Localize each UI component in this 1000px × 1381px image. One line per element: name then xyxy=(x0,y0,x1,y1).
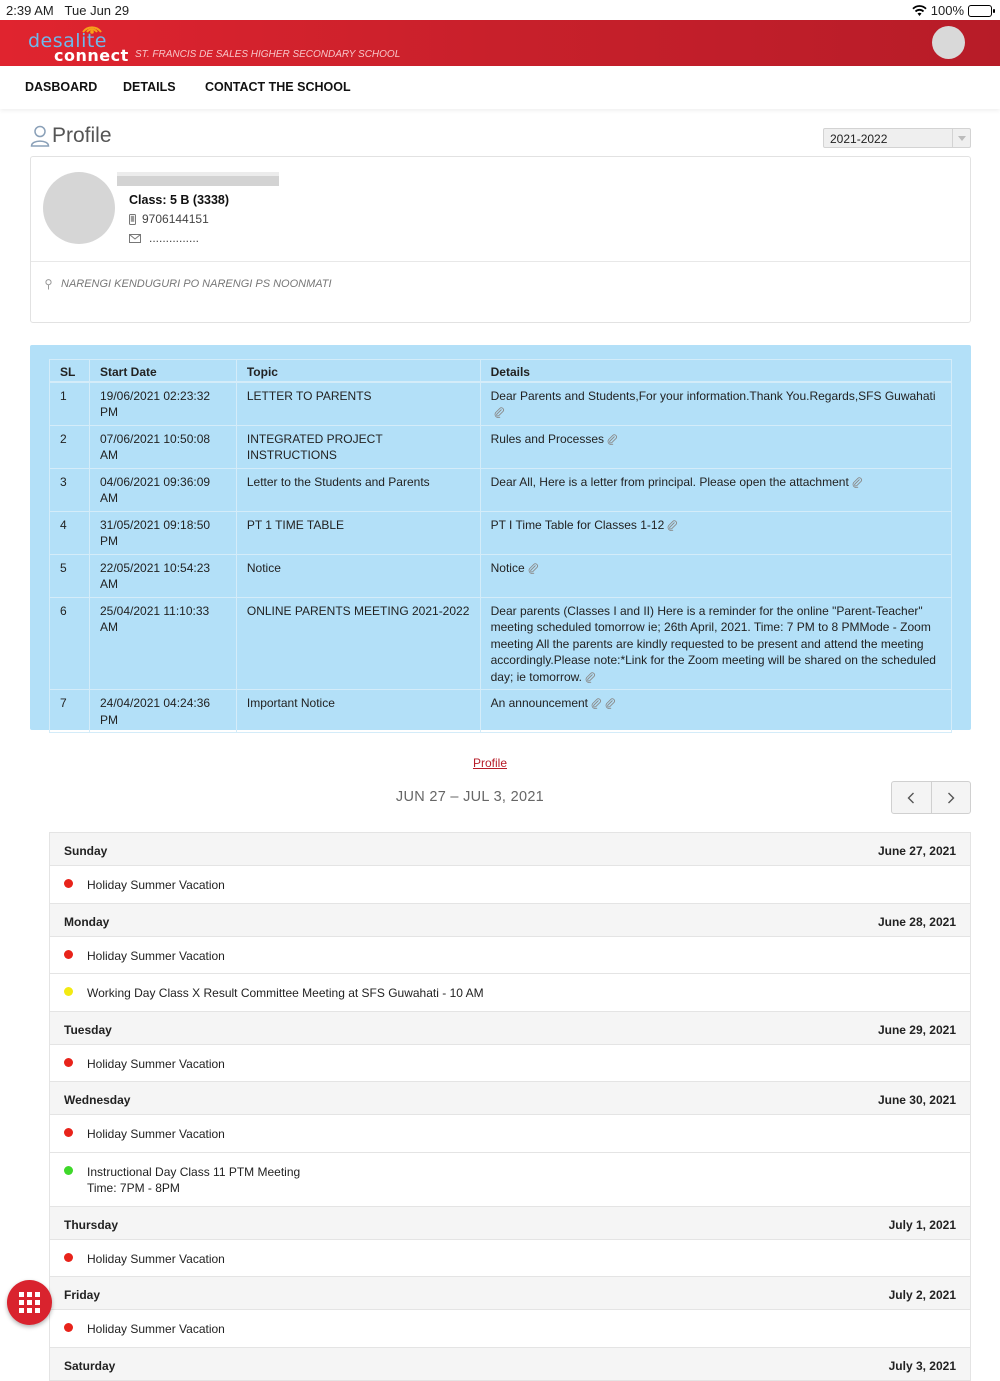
agenda-list xyxy=(49,832,971,1381)
top-nav xyxy=(0,66,1000,109)
prev-week-button[interactable] xyxy=(892,782,931,813)
app-menu-button[interactable] xyxy=(7,1280,52,1325)
day-name: Friday xyxy=(64,1288,101,1302)
row-details: Dear parents (Classes I and II) Here is a reminder for the online "Parent-Teacher" meeting scheduled tomorrow ie; 26th April, 2021. Time: 7 PM to 8 PMMode - Zoom meeting All the parents are kindly requested to be present and attend the meeting accordingly.Please note:*Link for the Zoom meeting will be shared on the scheduled day; ie tomorrow. xyxy=(490,603,936,684)
agenda-day-header xyxy=(49,1012,971,1045)
row-topic: Important Notice xyxy=(236,690,480,733)
row-start-date: 07/06/2021 10:50:08 AM xyxy=(89,425,236,468)
row-start-date: 22/05/2021 10:54:23 AM xyxy=(89,554,236,597)
status-bar xyxy=(0,0,1000,20)
agenda-day-header xyxy=(49,1082,971,1115)
row-details: Notice xyxy=(490,560,525,575)
row-sl: 5 xyxy=(50,554,90,597)
agenda-event[interactable] xyxy=(49,866,971,904)
row-sl: 1 xyxy=(50,382,90,426)
day-name: Thursday xyxy=(64,1217,119,1232)
logo-text-top: desalite xyxy=(28,30,107,52)
paperclip-icon[interactable] xyxy=(591,698,602,709)
event-title: Holiday Summer Vacation xyxy=(87,1056,225,1071)
notices-panel xyxy=(30,345,971,730)
event-dot-icon xyxy=(64,1323,73,1332)
student-phone: 9706144151 xyxy=(142,212,209,226)
day-date: June 28, 2021 xyxy=(877,914,956,929)
agenda-event[interactable] xyxy=(49,1045,971,1083)
status-time: 2:39 AM xyxy=(6,3,54,18)
row-details: PT I Time Table for Classes 1-12 xyxy=(490,517,665,532)
table-row xyxy=(50,425,952,468)
table-row xyxy=(50,554,952,597)
row-topic: ONLINE PARENTS MEETING 2021-2022 xyxy=(236,597,480,690)
table-header-row xyxy=(50,360,952,382)
event-title: Working Day Class X Result Committee Meeting at SFS Guwahati - 10 AM xyxy=(87,986,484,1000)
agenda-day-header xyxy=(49,833,971,866)
agenda-event[interactable] xyxy=(49,1115,971,1153)
column-header: SL xyxy=(50,360,90,382)
column-header: Topic xyxy=(236,360,480,382)
row-topic: PT 1 TIME TABLE xyxy=(236,511,480,554)
row-topic: LETTER TO PARENTS xyxy=(236,382,480,426)
student-photo xyxy=(43,172,115,244)
student-class: Class: 5 B (3338) xyxy=(129,193,230,207)
user-avatar[interactable] xyxy=(932,26,965,59)
event-dot-icon xyxy=(64,950,73,959)
day-date: July 3, 2021 xyxy=(888,1358,956,1373)
next-week-button[interactable] xyxy=(931,782,970,813)
event-title: Holiday Summer Vacation xyxy=(87,948,225,963)
event-time: Time: 7PM - 8PM xyxy=(87,1181,180,1195)
day-date: July 1, 2021 xyxy=(888,1217,956,1232)
profile-link[interactable]: Profile xyxy=(472,756,507,770)
day-date: June 30, 2021 xyxy=(877,1093,956,1107)
table-row xyxy=(50,382,952,426)
table-row xyxy=(50,468,952,511)
row-start-date: 31/05/2021 09:18:50 PM xyxy=(89,511,236,554)
agenda-day-header xyxy=(49,904,971,937)
week-nav xyxy=(891,781,971,814)
student-address: NARENGI KENDUGURI PO NARENGI PS NOONMATI xyxy=(61,278,332,290)
battery-percent: 100% xyxy=(930,3,964,18)
day-date: June 29, 2021 xyxy=(877,1022,956,1037)
row-start-date: 04/06/2021 09:36:09 AM xyxy=(89,468,236,511)
row-details: An announcement xyxy=(490,696,589,710)
paperclip-icon[interactable] xyxy=(667,520,678,531)
day-name: Tuesday xyxy=(64,1022,112,1037)
event-title: Holiday Summer Vacation xyxy=(87,1127,225,1141)
row-sl: 7 xyxy=(50,690,90,733)
chevron-right-icon xyxy=(947,792,955,804)
table-row xyxy=(50,597,952,690)
row-topic: Notice xyxy=(236,554,480,597)
nav-contact-school[interactable]: CONTACT THE SCHOOL xyxy=(205,80,351,94)
event-dot-icon xyxy=(64,1166,73,1175)
column-header: Start Date xyxy=(89,360,236,382)
agenda-event[interactable] xyxy=(49,1240,971,1278)
row-details: Rules and Processes xyxy=(490,431,604,446)
event-dot-icon xyxy=(64,1253,73,1262)
app-header xyxy=(0,20,1000,66)
event-title: Holiday Summer Vacation xyxy=(87,1322,225,1336)
table-row xyxy=(50,511,952,554)
student-name-redacted xyxy=(117,172,279,186)
paperclip-icon[interactable] xyxy=(605,698,616,709)
row-sl: 3 xyxy=(50,468,90,511)
location-pin-icon xyxy=(45,279,52,290)
phone-icon xyxy=(129,214,136,225)
student-email: ............... xyxy=(149,231,200,245)
paperclip-icon[interactable] xyxy=(607,434,618,445)
event-dot-icon xyxy=(64,879,73,888)
agenda-day-header xyxy=(49,1348,971,1381)
academic-year-value: 2021-2022 xyxy=(830,132,888,146)
profile-heading xyxy=(30,124,112,148)
user-icon xyxy=(30,125,50,147)
chevron-down-icon xyxy=(952,129,970,147)
row-start-date: 25/04/2021 11:10:33 AM xyxy=(89,597,236,690)
event-dot-icon xyxy=(64,987,73,996)
column-header: Details xyxy=(480,360,951,382)
day-date: June 27, 2021 xyxy=(877,844,956,858)
nav-details[interactable]: DETAILS xyxy=(123,80,176,94)
notices-table xyxy=(49,359,952,733)
event-title: Instructional Day Class 11 PTM Meeting xyxy=(87,1164,301,1179)
day-name: Wednesday xyxy=(64,1093,131,1107)
day-name: Saturday xyxy=(64,1358,116,1373)
profile-card xyxy=(30,156,971,323)
grid-icon xyxy=(19,1292,24,1297)
school-name: ST. FRANCIS DE SALES HIGHER SECONDARY SCHOOL xyxy=(135,49,401,60)
agenda-event[interactable] xyxy=(49,1310,971,1348)
row-topic: INTEGRATED PROJECT INSTRUCTIONS xyxy=(236,425,480,468)
app-logo[interactable] xyxy=(28,24,128,64)
day-date: July 2, 2021 xyxy=(888,1288,956,1302)
academic-year-select[interactable] xyxy=(823,128,971,148)
row-topic: Letter to the Students and Parents xyxy=(236,468,480,511)
page-title: Profile xyxy=(52,124,112,147)
table-row xyxy=(50,690,952,733)
paperclip-icon[interactable] xyxy=(494,407,505,418)
paperclip-icon[interactable] xyxy=(585,672,596,683)
day-name: Sunday xyxy=(64,844,108,858)
battery-icon xyxy=(968,5,992,17)
row-sl: 2 xyxy=(50,425,90,468)
row-sl: 6 xyxy=(50,597,90,690)
paperclip-icon[interactable] xyxy=(852,477,863,488)
status-date: Tue Jun 29 xyxy=(64,3,130,18)
logo-text-bottom: connect xyxy=(54,46,129,65)
agenda-event[interactable] xyxy=(49,974,971,1012)
agenda-day-header xyxy=(49,1277,971,1310)
agenda-event[interactable] xyxy=(49,1153,971,1207)
row-sl: 4 xyxy=(50,511,90,554)
day-name: Monday xyxy=(64,914,110,929)
chevron-left-icon xyxy=(907,792,915,804)
paperclip-icon[interactable] xyxy=(528,563,539,574)
card-divider xyxy=(31,261,970,262)
row-details: Dear Parents and Students,For your information.Thank You.Regards,SFS Guwahati xyxy=(490,388,936,403)
week-range: JUN 27 – JUL 3, 2021 xyxy=(395,789,545,805)
event-title: Holiday Summer Vacation xyxy=(87,878,225,892)
row-start-date: 19/06/2021 02:23:32 PM xyxy=(89,382,236,426)
mail-icon xyxy=(129,234,141,243)
event-title: Holiday Summer Vacation xyxy=(87,1251,225,1266)
wifi-icon xyxy=(912,5,927,16)
row-start-date: 24/04/2021 04:24:36 PM xyxy=(89,690,236,733)
agenda-day-header xyxy=(49,1207,971,1240)
event-dot-icon xyxy=(64,1058,73,1067)
row-details: Dear All, Here is a letter from principal. Please open the attachment xyxy=(490,474,849,489)
agenda-event[interactable] xyxy=(49,937,971,975)
event-dot-icon xyxy=(64,1128,73,1137)
nav-dashboard[interactable]: DASBOARD xyxy=(25,80,98,94)
